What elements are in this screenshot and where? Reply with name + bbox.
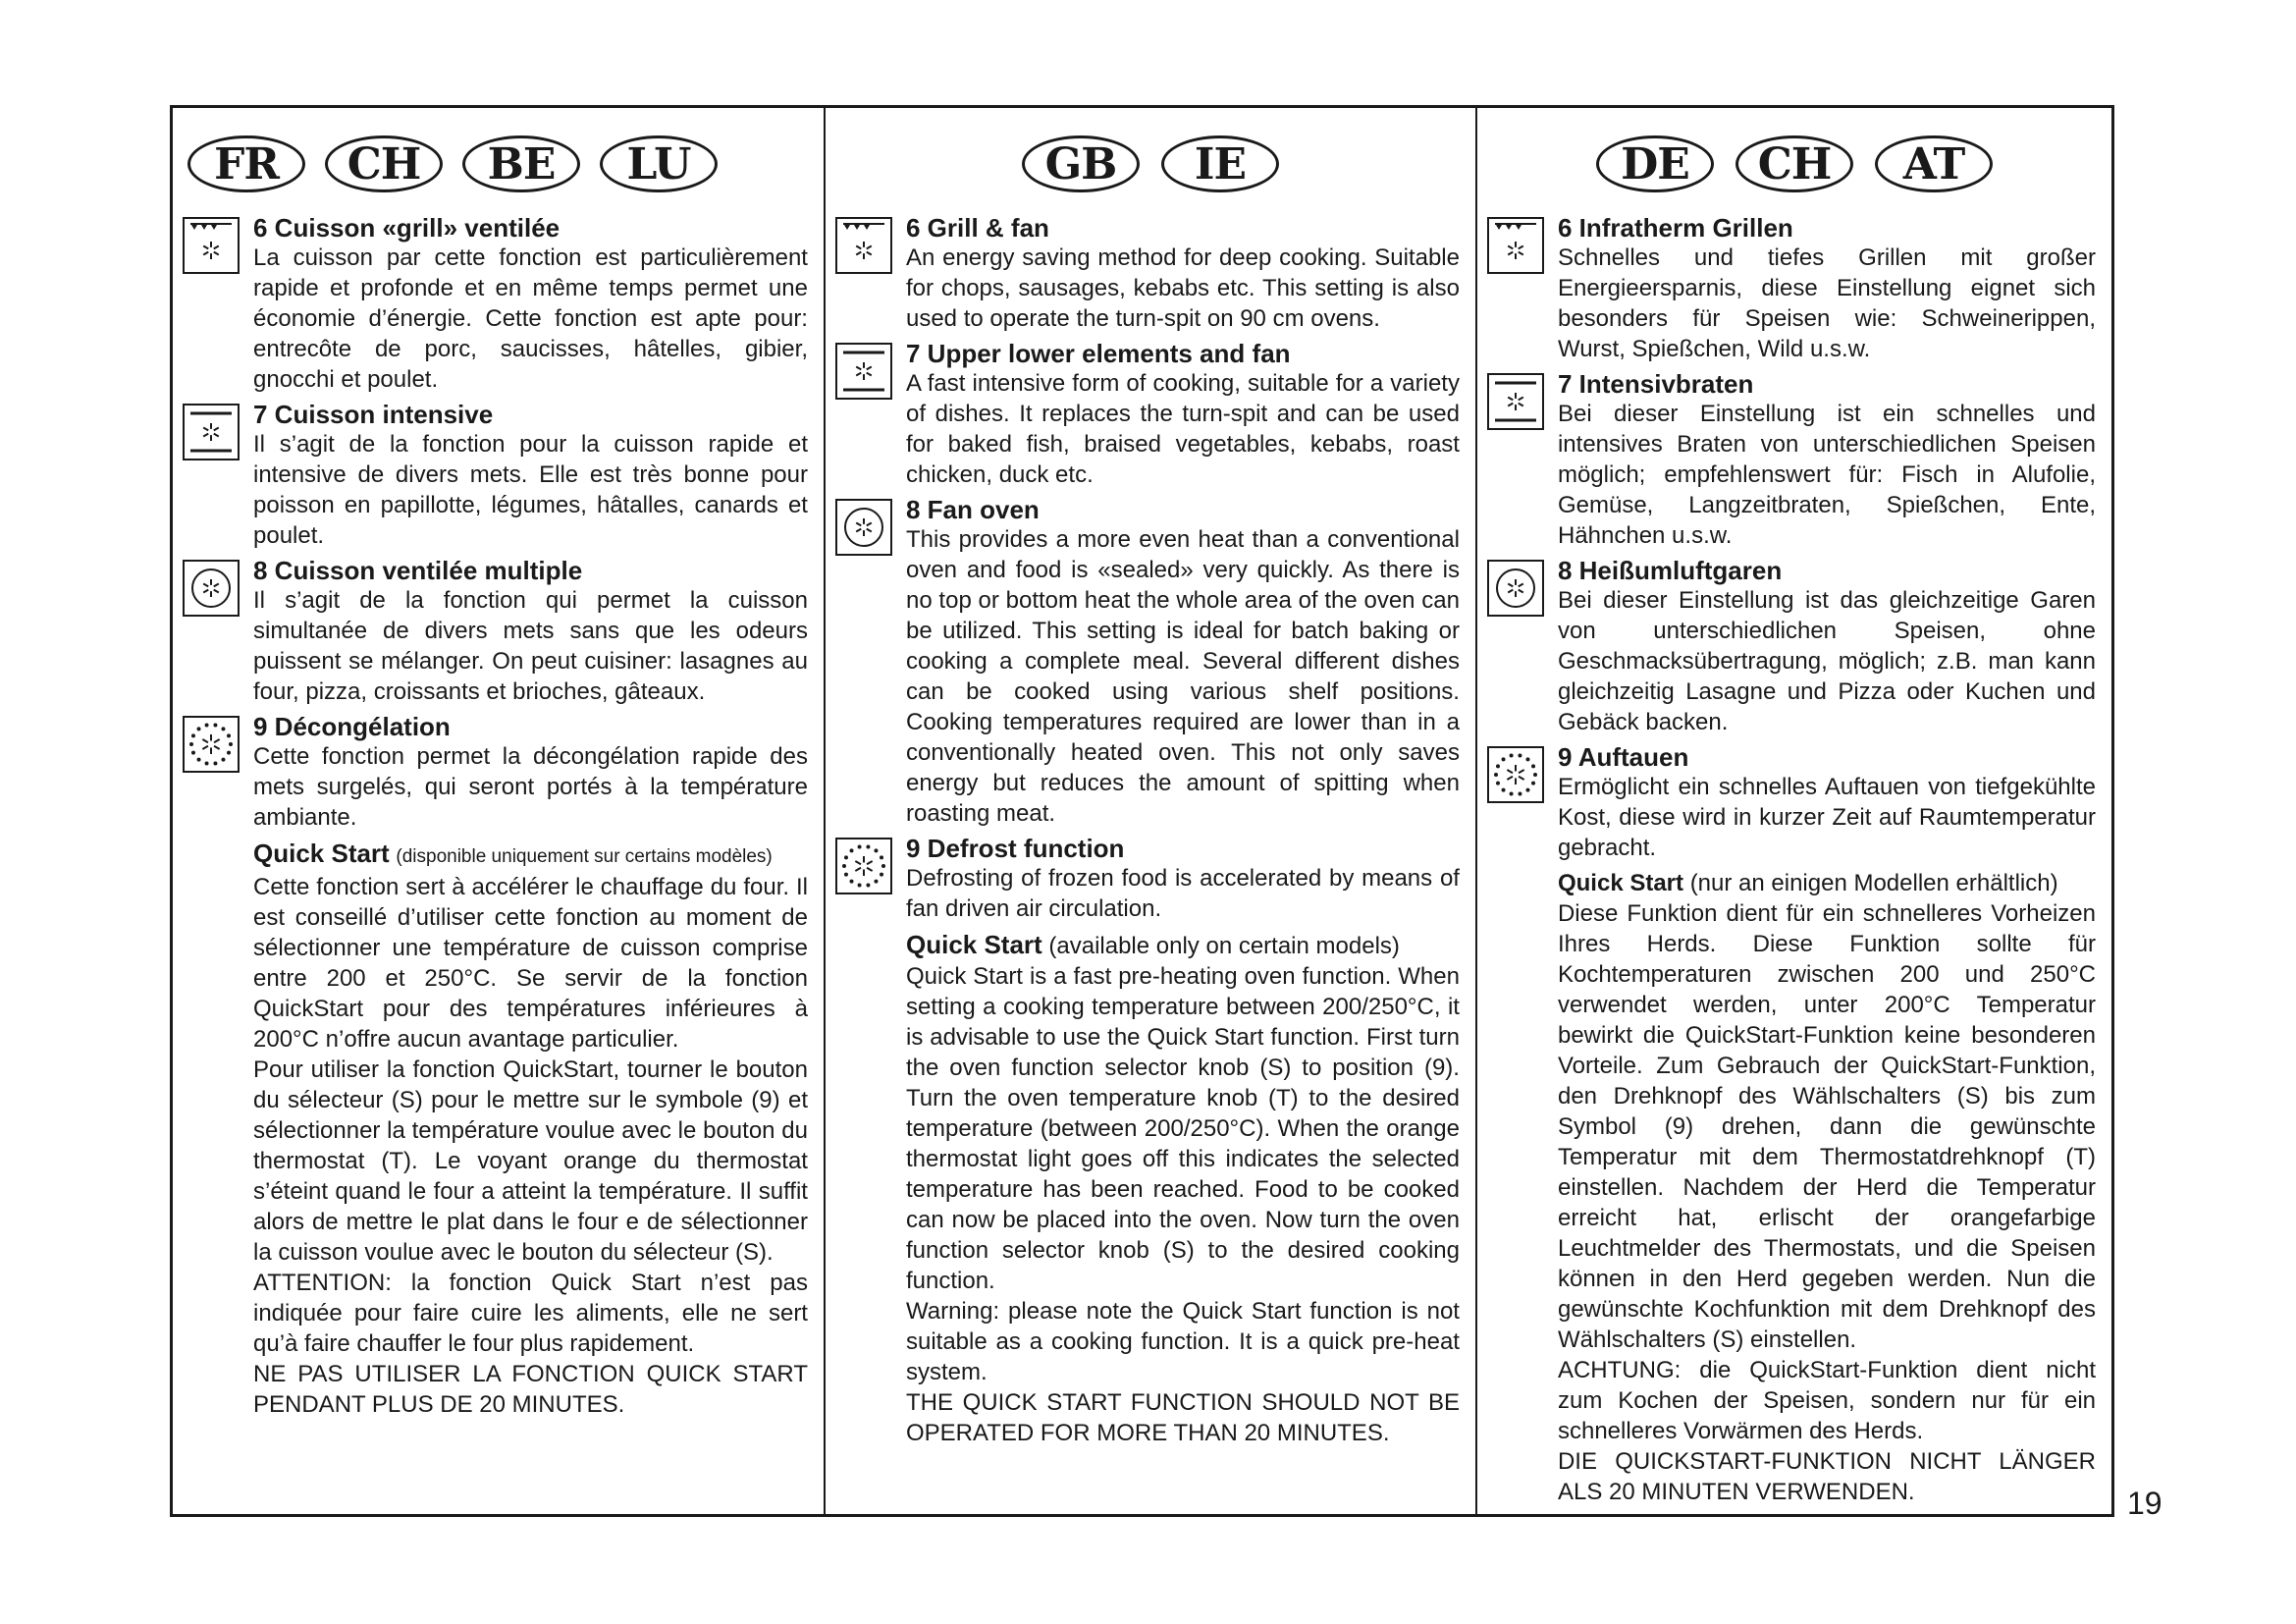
column-content bbox=[183, 213, 808, 1420]
fan-oven-icon bbox=[835, 499, 892, 556]
section-heading: 7 Intensivbraten bbox=[1557, 369, 1754, 399]
section-heading: 6 Cuisson «grill» ventilée bbox=[253, 213, 561, 243]
section-text: Bei dieser Einstellung ist ein schnelles und intensives Braten von unterschiedlichen Speisen möglich; empfehlenswert für: Fisch in Alufolie, Gemüse, Langzeitbraten, Spießchen, Ente, Hähnchen u.s.w. bbox=[1557, 401, 2096, 549]
defrost-icon bbox=[1487, 746, 1544, 803]
country-code-badge: AT bbox=[1875, 135, 1993, 192]
function-section bbox=[1487, 556, 2096, 737]
quick-start-paragraph: DIE QUICKSTART-FUNKTION NICHT LÄNGER ALS 20 MINUTEN VERWENDEN. bbox=[1557, 1448, 2096, 1505]
quick-start-paragraph: Warning: please note the Quick Start function is not suitable as a cooking function. It is a quick pre-heat system. bbox=[905, 1298, 1460, 1385]
section-heading: 8 Heißumluftgaren bbox=[1557, 556, 1783, 585]
function-section bbox=[835, 213, 1460, 334]
section-text: This provides a more even heat than a conventional oven and food is «sealed» very quickly. As there is no top or bottom heat the whole area of the oven can be utilized. This setting is ideal for batch baking or cooking a complete meal. Several different dishes can be cooked using various shelf positions. Cooking temperatures required are lower than in a conventionally heated oven. This not only saves energy but reduces the amount of spitting when roasting meat. bbox=[905, 526, 1460, 827]
section-heading: 7 Cuisson intensive bbox=[253, 400, 494, 429]
function-section bbox=[183, 712, 808, 833]
fan-oven-icon bbox=[183, 560, 240, 617]
country-code-badge: IE bbox=[1161, 135, 1279, 192]
section-text: An energy saving method for deep cooking. Suitable for chops, sausages, kebabs etc. This setting is also used to operate the turn-spit on 90 cm ovens. bbox=[905, 244, 1460, 332]
quick-start-paragraph: Diese Funktion dient für ein schnelleres Vorheizen Ihres Herds. Diese Funktion sollte für Kochtemperaturen zwischen 200 und 250°C verwendet werden, unter 200°C Temperatur bewirkt die QuickStart-Funktion keine besonderen Vorteile. Zum Gebrauch der QuickStart-Funktion, den Drehknopf des Wählschalters (S) bis zum Symbol (9) drehen, dann die gewünschte Temperatur mit dem Thermostatdrehknopf (T) einstellen. Nachdem der Herd die Temperatur erreicht hat, erlischt der orangefarbige Leuchtmelder des Thermostats, und die Speisen können in den Herd gegeben werden. Nun die gewünschte Kochfunktion mit dem Drehknopf des Wählschalters (S) einstellen. bbox=[1557, 900, 2096, 1353]
country-code-badge: FR bbox=[187, 135, 305, 192]
function-section bbox=[183, 556, 808, 707]
quick-start-section bbox=[183, 839, 808, 1420]
section-heading: 9 Décongélation bbox=[253, 712, 451, 741]
section-text: Schnelles und tiefes Grillen mit großer Energieersparnis, diese Einstellung eignet sich besonders für Speisen wie: Schweinerippen, Wurst, Spießchen, Wild u.s.w. bbox=[1557, 244, 2096, 362]
section-text: A fast intensive form of cooking, suitable for a variety of dishes. It replaces the turn-spit and can be used for baked fish, braised vegetables, kebabs, roast chicken, duck etc. bbox=[905, 370, 1460, 488]
quick-start-note: (available only on certain models) bbox=[1048, 933, 1400, 959]
quick-start-paragraph: ACHTUNG: die QuickStart-Funktion dient nicht zum Kochen der Speisen, sondern nur für ein schnelleres Vorwärmen des Herds. bbox=[1557, 1357, 2096, 1444]
section-text: Cette fonction permet la décongélation rapide des mets surgelés, qui seront portés à la température ambiante. bbox=[253, 743, 808, 831]
quick-start-paragraph: Quick Start is a fast pre-heating oven function. When setting a cooking temperature between 200/250°C, it is advisable to use the Quick Start function. First turn the oven function selector knob (S) to position (9). Turn the oven temperature knob (T) to the desired temperature (between 200/250°C). When the orange thermostat light goes off this indicates the selected temperature has been reached. Food to be cooked can now be placed into the oven. Now turn the oven function selector knob (S) to the desired cooking function. bbox=[905, 963, 1460, 1294]
quick-start-heading: Quick Start bbox=[905, 930, 1042, 959]
country-code-badge: LU bbox=[600, 135, 718, 192]
function-section bbox=[183, 400, 808, 551]
country-flags bbox=[826, 135, 1475, 192]
grill-fan-icon bbox=[183, 217, 240, 274]
page-number: 19 bbox=[2127, 1486, 2163, 1521]
country-code-badge: DE bbox=[1596, 135, 1714, 192]
section-heading: 8 Cuisson ventilée multiple bbox=[253, 556, 583, 585]
upper-lower-fan-icon bbox=[835, 343, 892, 400]
function-section bbox=[835, 495, 1460, 829]
section-text: Defrosting of frozen food is accelerated by means of fan driven air circulation. bbox=[905, 865, 1460, 922]
column-de-ch-at bbox=[1475, 108, 2111, 1514]
function-section bbox=[183, 213, 808, 395]
upper-lower-fan-icon bbox=[183, 404, 240, 460]
country-flags bbox=[187, 135, 718, 192]
section-heading: 9 Defrost function bbox=[905, 834, 1125, 863]
country-code-badge: BE bbox=[462, 135, 580, 192]
column-content bbox=[1487, 213, 2096, 1507]
grill-fan-icon bbox=[835, 217, 892, 274]
section-heading: 7 Upper lower elements and fan bbox=[905, 339, 1291, 368]
grill-fan-icon bbox=[1487, 217, 1544, 274]
defrost-icon bbox=[183, 716, 240, 773]
function-section bbox=[1487, 213, 2096, 364]
quick-start-paragraph: Cette fonction sert à accélérer le chauffage du four. Il est conseillé d’utiliser cette fonction au moment de sélectionner une température de cuisson comprise entre 200 et 250°C. Se servir de la fonction QuickStart pour des températures inférieures à 200°C n’offre aucun avantage particulier. bbox=[253, 874, 808, 1053]
section-text: La cuisson par cette fonction est particulièrement rapide et profonde et en même temps permet une économie d’énergie. Cette fonction est apte pour: entrecôte de porc, saucisses, hâtelles, gibier, gnocchi et poulet. bbox=[253, 244, 808, 393]
section-text: Bei dieser Einstellung ist das gleichzeitige Garen von unterschiedlichen Speisen, ohne Geschmacksübertragung, möglich; z.B. man kann gleichzeitig Lasagne und Pizza oder Kuchen und Gebäck backen. bbox=[1557, 587, 2096, 735]
quick-start-section bbox=[1487, 868, 2096, 1507]
function-section bbox=[835, 339, 1460, 490]
section-heading: 6 Grill & fan bbox=[905, 213, 1049, 243]
quick-start-paragraph: THE QUICK START FUNCTION SHOULD NOT BE OPERATED FOR MORE THAN 20 MINUTES. bbox=[905, 1389, 1460, 1446]
function-section bbox=[1487, 369, 2096, 551]
function-section bbox=[1487, 742, 2096, 863]
quick-start-note: (disponible uniquement sur certains modèles) bbox=[396, 846, 773, 867]
section-heading: 6 Infratherm Grillen bbox=[1557, 213, 1793, 243]
column-gb-ie bbox=[824, 108, 1475, 1514]
fan-oven-icon bbox=[1487, 560, 1544, 617]
quick-start-note: (nur an einigen Modellen erhältlich) bbox=[1689, 870, 2058, 896]
country-flags bbox=[1477, 135, 2111, 192]
quick-start-section bbox=[835, 930, 1460, 1448]
country-code-badge: CH bbox=[1735, 135, 1853, 192]
quick-start-paragraph: NE PAS UTILISER LA FONCTION QUICK START PENDANT PLUS DE 20 MINUTES. bbox=[253, 1361, 808, 1418]
column-fr-ch-be-lu bbox=[173, 108, 824, 1514]
column-content bbox=[835, 213, 1460, 1448]
section-heading: 9 Auftauen bbox=[1557, 742, 1689, 772]
function-section bbox=[835, 834, 1460, 924]
quick-start-heading: Quick Start bbox=[1557, 870, 1684, 896]
quick-start-paragraph: ATTENTION: la fonction Quick Start n’est pas indiquée pour faire cuire les aliments, elle ne sert qu’à faire chauffer le four plus rapidement. bbox=[253, 1270, 808, 1357]
quick-start-paragraph: Pour utiliser la fonction QuickStart, tourner le bouton du sélecteur (S) pour le mettre sur le symbole (9) et sélectionner la température voulue avec le bouton du thermostat (T). Le voyant orange du thermostat s’éteint quand le four a atteint la température. Il suffit alors de mettre le plat dans le four e de sélectionner la cuisson voulue avec le bouton du sélecteur (S). bbox=[253, 1056, 808, 1266]
country-code-badge: GB bbox=[1022, 135, 1140, 192]
section-text: Ermöglicht ein schnelles Auftauen von tiefgekühlte Kost, diese wird in kurzer Zeit auf Raumtemperatur gebracht. bbox=[1557, 774, 2096, 861]
section-text: Il s’agit de la fonction qui permet la cuisson simultanée de divers mets sans que les odeurs puissent se mélanger. On peut cuisiner: lasagnes au four, pizza, croissants et brioches, gâteaux. bbox=[253, 587, 808, 705]
manual-page-frame bbox=[170, 105, 2114, 1517]
section-text: Il s’agit de la fonction pour la cuisson rapide et intensive de divers mets. Elle est très bonne pour poisson en papillotte, légumes, hâtalles, canards et poulet. bbox=[253, 431, 808, 549]
defrost-icon bbox=[835, 838, 892, 894]
upper-lower-fan-icon bbox=[1487, 373, 1544, 430]
quick-start-heading: Quick Start bbox=[253, 839, 390, 868]
country-code-badge: CH bbox=[325, 135, 443, 192]
section-heading: 8 Fan oven bbox=[905, 495, 1040, 524]
